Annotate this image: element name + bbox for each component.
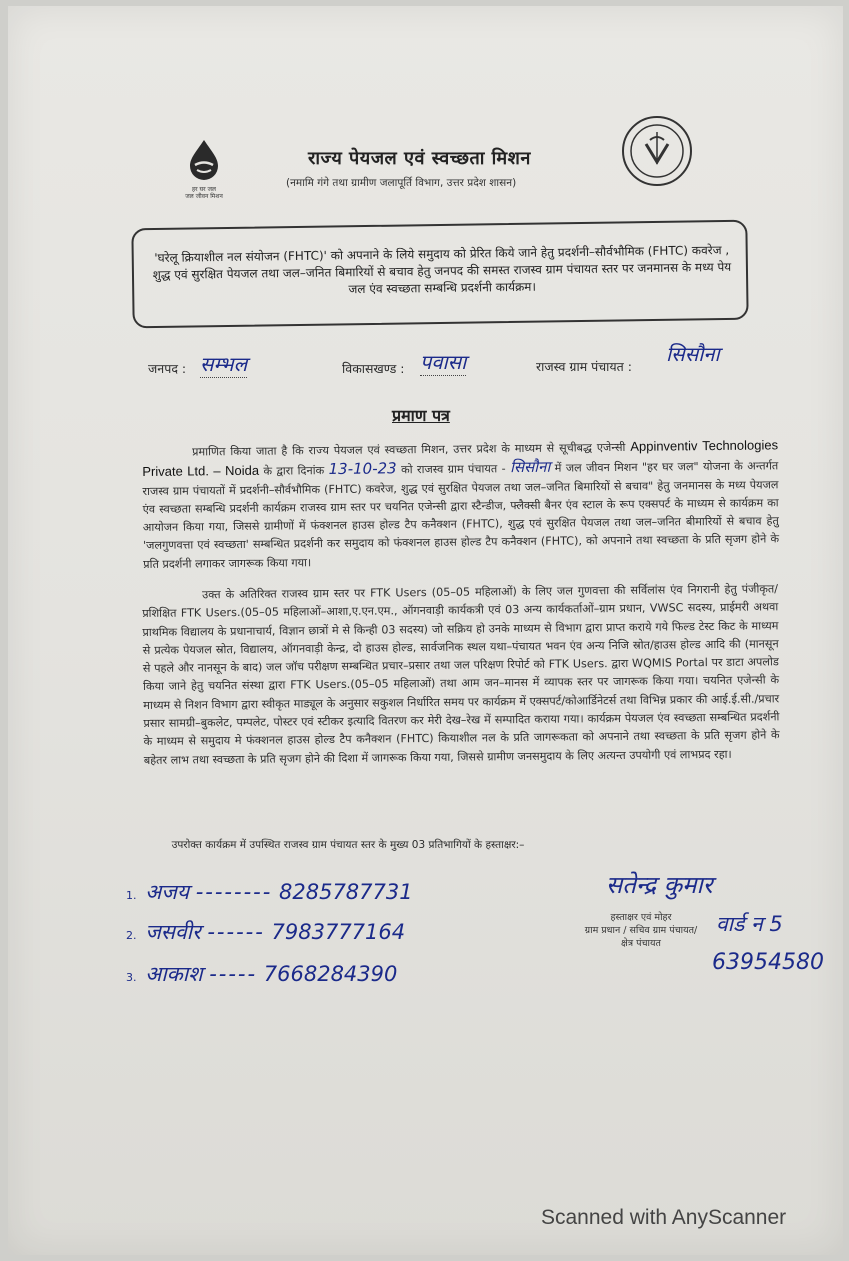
har-ghar-jal-logo [168, 138, 240, 200]
p1-start: प्रमाणित किया जाता है कि राज्य पेयजल एवं स्वच्छता मिशन, उत्तर प्रदेश के माध्यम से सूचीबद्ध एजेन्सी [192, 440, 626, 459]
paragraph-1 [142, 436, 779, 574]
paragraph-2 [142, 580, 780, 770]
pradhan-stamp-label: हस्ताक्षर एवं मोहर ग्राम प्रधान / सचिव ग्राम पंचायत/ क्षेत्र पंचायत [584, 912, 698, 949]
scanner-watermark: Scanned with AnyScanner [541, 1206, 787, 1229]
date-value: 13-10-23 [328, 459, 397, 479]
logo-caption: हर घर जल जल जीवन मिशन [185, 186, 223, 200]
p1-after-date: को राजस्व ग्राम पंचायत - [401, 462, 506, 477]
participant-name: आकाश [145, 962, 203, 986]
participant-number: 3. [126, 971, 137, 984]
mission-title: राज्य पेयजल एवं स्वच्छता मिशन [308, 148, 531, 169]
ward-number: वार्ड न 5 [716, 912, 783, 936]
participant-phone: 7983777164 [271, 920, 406, 944]
p1-rest: में जल जीवन मिशन "हर घर जल" योजना के अन्तर्गत राजस्व ग्राम पंचायतों में प्रदर्शनी–सौर्वभौमिक (FHTC) कवरेज, शुद्ध एवं सुरक्षित पेयजल तथा जल–जनित बिमारियों से बचाव" हेतु जनमानस के मध्य पेयजल एंव स्वच्छता सम्बन्धि प्रदर्शनी कार्यक्रम राजस्व ग्राम स्तर पर चयनित एजेन्सी द्वारा स्टैन्डीज, फ्लैक्सी बैनर एंव स्टाल के रूप एक्सपर्ट के माध्यम से कार्यक्रम का आयोजन किया गया, जिससे ग्रामीणों में फंक्शनल हाउस होल्ड टैप कनैक्शन (FHTC), शुद्ध एवं सुरक्षित पेयजल तथा जल–जनित बीमारियों से बचाव हेतु 'जलगुणवत्ता एवं स्वच्छता' सम्बन्धित प्रदर्शनी कर समुदाय को फंक्शनल हाउस होल्ड टैप कनैक्शन (FHTC), को अपनाने तथा स्वच्छता के प्रति सृजग होने के प्रति प्रदर्शनी लगाकर जागरूक किया गया। [142, 459, 780, 571]
document-page [8, 6, 843, 1255]
participant-name: जसवीर [145, 920, 201, 944]
district-label: जनपद : [148, 361, 187, 376]
block-label: विकासखण्ड : [342, 361, 405, 376]
panchayat-value: सिसौना [666, 342, 720, 366]
pradhan-signature: सतेन्द्र कुमार [606, 871, 713, 899]
certificate-title: प्रमाण पत्र [392, 406, 450, 425]
p2-text: उक्त के अतिरिक्त राजस्व ग्राम स्तर पर FTK Users (05–05 महिलाओं) के लिए जल गुणवत्ता की सर्विलांस एंव निगरानी हेतु पंजीकृत/प्रशिक्षित FTK Users.(05–05 महिलाओं–आशा,ए.एन.एम., ऑगनवाड़ी कार्यकत्री एवं 03 अन्य कार्यकर्ताओं–ग्राम प्रधान, VWSC सदस्य, प्राईमरी अथवा प्राथमिक विद्यालय के प्रधानाचार्य, विज्ञान छात्रों मे से किन्ही 03 सदस्य) जो सक्रिय हो उनके माध्यम से विभाग द्वारा प्राप्त कराये गये फिल्ड टेस्ट किट के माध्यम से प्रत्येक पेयजल स्रोत, विद्यालय, ऑगनवाड़ी केन्द्र, दो हाउस होल्ड, सार्वजनिक स्थल यथा–पंचायत भवन एंव अन्य निजि स्रोत/हाउस होल्ड आदि की (मानसून से पहले और नानसून के बाद) जल जॉच परीक्षण सम्बन्धित प्रचार–प्रसार तथा जल परिक्षण रिपोर्ट को FTK Users. द्वारा WQMIS Portal पर डाटा अपलोड किया जाने हेतु चयनित संस्था द्वारा FTK Users.(05–05 महिलाओं) तथा आम जन–मानस में व्यापक स्तर पर जागरूक किया गया। चयनित एजेन्सी के माध्यम से निशन विभाग द्वारा स्वीकृत माड्यूल के अनुसार सकुशल निर्धारित समय पर कार्यक्रम में एक्सपर्ट/कोआर्डिनेटर्स तथा विभिन्न प्रकार की आई.ई.सी./प्रचार प्रसार सामग्री–बुकलेट, पम्पलेट, पोस्टर एवं स्टीकर इत्यादि वितरण कर मेरी देख–रेख में सम्पादित कराया गया। कार्यक्रम पेयजल एंव स्वच्छता सम्बन्धित प्रदर्शनी के माध्यम से समुदाय मे फंक्शनल हाउस होल्ड टैप कनैक्शन (FHTC) कियाशील नल के प्रति जागरूकता को अपनाने तथा स्वच्छता के प्रति सृजग होने के बहेतर लाभ तथा स्वच्छता के प्रति सृजग होने की दिशा में जागरूक किया गया, जिससे ग्रामीण जनसमुदाय के लिए अत्यन्त उपयोगी एवं लाभप्रद रहा। [142, 582, 780, 767]
mission-subtitle: (नमामि गंगे तथा ग्रामीण जलापूर्ति विभाग, उत्तर प्रदेश शासन) [286, 177, 517, 189]
program-banner: 'घरेलू क्रियाशील नल संयोजन (FHTC)' को अपनाने के लिये समुदाय को प्रेरित किये जाने हेतु प्रदर्शनी–सौर्वभौमिक (FHTC) कवरेज , शुद्ध एवं सुरक्षित पेयजल तथा जल–जनित बिमारियों से बचाव हेतु जनपद की समस्त राजस्व ग्राम पंचायत स्तर पर जनमानस के मध्य पेय जल एंव स्वच्छता सम्बन्धि प्रदर्शनी कार्यक्रम। [131, 220, 748, 329]
participant-name: अजय [145, 880, 189, 904]
emblem-icon [620, 114, 694, 188]
water-drop-icon [184, 138, 224, 182]
participant-phone: 8285787731 [279, 880, 413, 904]
panchayat-handwritten: सिसौना [509, 458, 551, 477]
participant-number: 2. [126, 929, 137, 942]
participant-row: 1. अजय -------- 8285787731 [126, 880, 413, 904]
p1-date-prefix: के द्वारा दिनांक [263, 464, 325, 479]
participant-row: 3. आकाश ----- 7668284390 [126, 962, 398, 986]
agency-name: Appinventiv Technologies Private Ltd. – Noida [142, 437, 779, 480]
up-govt-emblem [620, 114, 694, 188]
participants-signature-label: उपरोक्त कार्यक्रम में उपस्थित राजस्व ग्राम पंचायत स्तर के मुख्य 03 प्रतिभागियों के हस्ताक्षर:– [171, 839, 525, 851]
participant-phone: 7668284390 [263, 962, 398, 986]
panchayat-label: राजस्व ग्राम पंचायत : [536, 359, 632, 374]
block-value: पवासा [420, 350, 467, 374]
district-value: सम्भल [200, 352, 248, 376]
participant-number: 1. [126, 889, 137, 902]
pradhan-phone: 63954580 [712, 950, 824, 975]
participant-row: 2. जसवीर ------ 7983777164 [126, 920, 406, 944]
